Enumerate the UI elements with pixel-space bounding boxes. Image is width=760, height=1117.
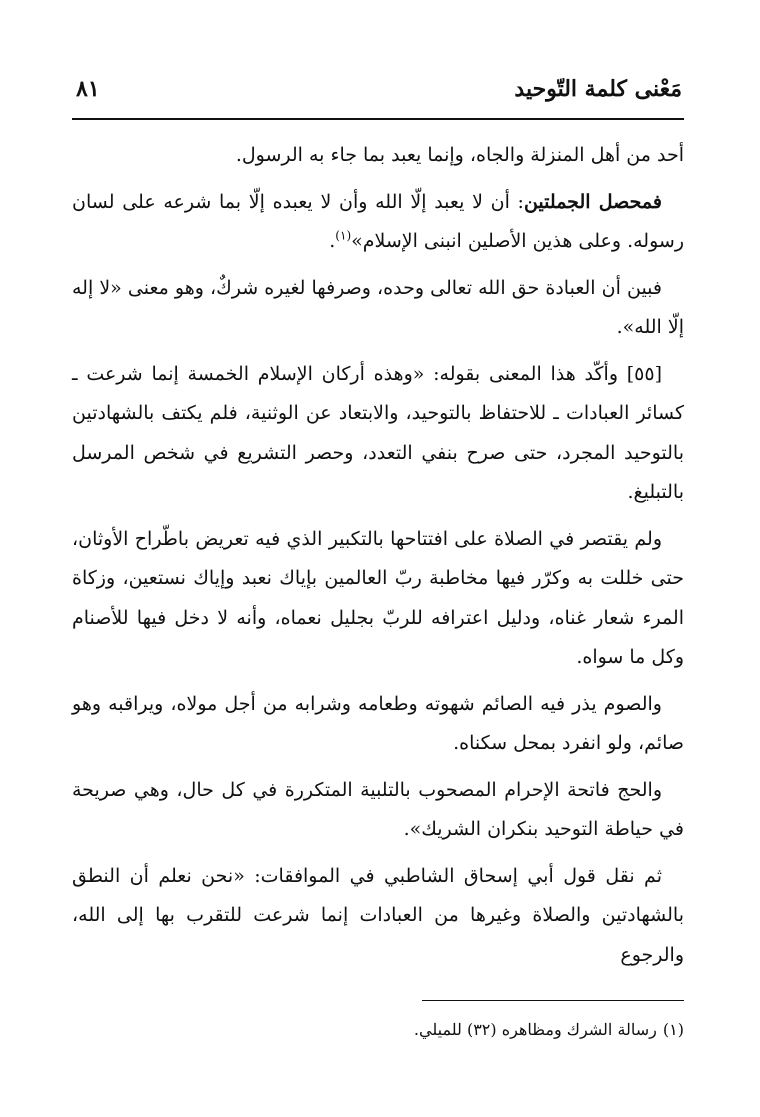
footnote-text: رسالة الشرك ومظاهره (٣٢) للميلي. (413, 1020, 657, 1039)
footnote-reference-1[interactable]: (١) (335, 228, 352, 243)
footnote-number: (١) (662, 1020, 684, 1039)
header-rule (72, 118, 684, 120)
paragraph-2 (72, 183, 684, 262)
paragraph-5: ولم يقتصر في الصلاة على افتتاحها بالتكبير الذي فيه تعريض باطّراح الأوثان، حتى خللت به وكرّر فيها مخاطبة ربّ العالمين بإياك نعبد وإياك نستعين، وزكاة المرء شعار غناه، ودليل اعترافه للربّ بجليل نعماه، وأنه لا دخل فيها للأصنام وكل ما سواه. (72, 527, 684, 668)
paragraph-7: والحج فاتحة الإحرام المصحوب بالتلبية المتكررة في كل حال، وهي صريحة في حياطة التوحيد بنكران الشريك». (72, 778, 684, 840)
body-text (72, 136, 684, 982)
paragraph-4: [٥٥] وأكّد هذا المعنى بقوله: «وهذه أركان الإسلام الخمسة إنما شرعت ـ كسائر العبادات ـ للاحتفاظ بالتوحيد، والابتعاد عن الوثنية، فلم يكتف بالشهادتين بالتوحيد المجرد، حتى صرح بنفي التعدد، وحصر التشريع في شخص المرسل بالتبليغ. (72, 362, 684, 503)
paragraph-1: أحد من أهل المنزلة والجاه، وإنما يعبد بما جاء به الرسول. (235, 144, 684, 166)
running-title: مَعْنى كلمة التّوحيد (514, 76, 682, 102)
footnote-rule (422, 1000, 684, 1001)
page-header (72, 70, 684, 112)
book-page (72, 70, 684, 1090)
footnote-1 (72, 1018, 684, 1042)
paragraph-3: فبين أن العبادة حق الله تعالى وحده، وصرفها لغيره شركٌ، وهو معنى «لا إله إلّا الله». (72, 276, 684, 338)
paragraph-2-end: . (329, 230, 336, 252)
page-number: ٨١ (76, 76, 100, 102)
paragraph-2-lead: فمحصل الجملتين (523, 190, 662, 213)
paragraph-2-text: : أن لا يعبد إلّا الله وأن لا يعبده إلّا بما شرعه على لسان رسوله. وعلى هذين الأصلين انبنى الإسلام» (72, 190, 684, 252)
paragraph-8: ثم نقل قول أبي إسحاق الشاطبي في الموافقات: «نحن نعلم أن النطق بالشهادتين والصلاة وغيرها من العبادات إنما شرعت للتقرب بها إلى الله، والرجوع (72, 864, 684, 966)
paragraph-6: والصوم يذر فيه الصائم شهوته وطعامه وشرابه من أجل مولاه، ويراقبه وهو صائم، ولو انفرد بمحل سكناه. (72, 692, 684, 754)
